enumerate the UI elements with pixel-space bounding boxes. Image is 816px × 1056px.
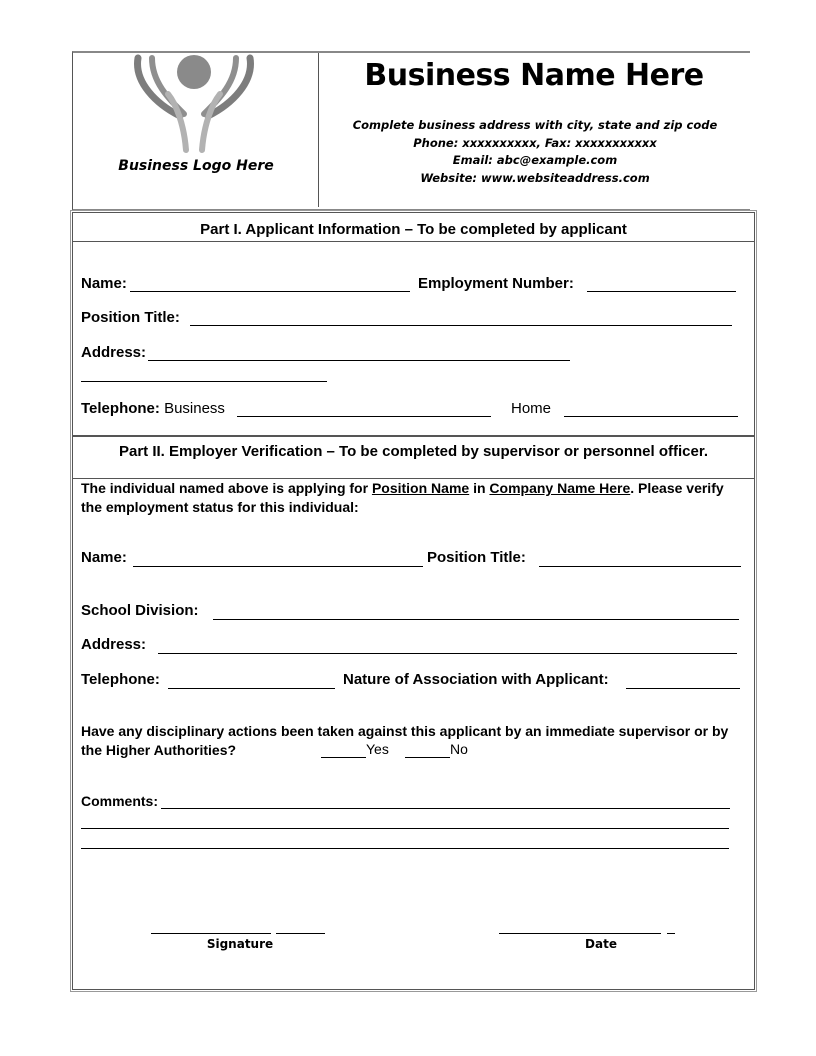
business-phone-label: Business — [164, 400, 225, 417]
date-label: Date — [585, 937, 617, 951]
home-phone-field[interactable] — [564, 416, 738, 417]
comments-field-1[interactable] — [161, 808, 730, 809]
telephone-label: Telephone: — [81, 400, 160, 417]
date-field-a[interactable] — [499, 933, 661, 934]
verifier-position-title-label: Position Title: — [427, 549, 526, 566]
home-phone-label: Home — [511, 400, 552, 417]
comments-field-3[interactable] — [81, 848, 729, 849]
verifier-name-label: Name: — [81, 549, 127, 566]
applicant-address-field-2[interactable] — [81, 381, 327, 382]
yes-label: Yes — [366, 741, 389, 757]
intro-text-2: in — [469, 480, 490, 496]
applicant-name-field[interactable] — [130, 291, 410, 292]
employment-number-field[interactable] — [587, 291, 736, 292]
applicant-address-field-1[interactable] — [148, 360, 570, 361]
employment-number-label: Employment Number: — [418, 275, 574, 292]
verifier-telephone-label: Telephone: — [81, 671, 160, 688]
school-division-label: School Division: — [81, 602, 199, 619]
yes-answer-field[interactable] — [321, 757, 366, 758]
nature-of-association-label: Nature of Association with Applicant: — [343, 671, 609, 688]
intro-text-1: The individual named above is applying for — [81, 480, 372, 496]
person-with-raised-arms-logo-icon — [132, 54, 256, 154]
signature-field-b[interactable] — [276, 933, 325, 934]
part2-top-rule — [73, 435, 754, 437]
part1-heading-rule — [73, 241, 754, 242]
letterhead-divider — [318, 53, 319, 207]
business-email: Email: abc@example.com — [452, 153, 618, 167]
comments-field-2[interactable] — [81, 828, 729, 829]
part1-heading: Part I. Applicant Information – To be completed by applicant — [200, 221, 627, 238]
disciplinary-question: Have any disciplinary actions been taken against this applicant by an immediate supervisor or by the Higher Authorities? — [81, 723, 729, 758]
comments-label: Comments: — [81, 793, 159, 809]
date-field-b[interactable] — [667, 933, 675, 934]
position-title-label: Position Title: — [81, 309, 180, 326]
form-frame — [72, 212, 755, 990]
intro-text-3: . Please verify the employment status for this individual: — [81, 480, 724, 515]
logo-caption: Business Logo Here — [118, 158, 274, 174]
business-name: Business Name Here — [364, 58, 704, 93]
no-answer-field[interactable] — [405, 757, 450, 758]
applicant-address-label: Address: — [81, 344, 147, 361]
part2-heading: Part II. Employer Verification – To be completed by supervisor or personnel officer. — [118, 443, 709, 460]
applicant-name-label: Name: — [81, 275, 127, 292]
business-phone-fax: Phone: xxxxxxxxxx, Fax: xxxxxxxxxxx — [413, 135, 657, 150]
applicant-telephone-label — [81, 400, 225, 417]
business-contact-block — [320, 117, 750, 187]
verifier-telephone-field[interactable] — [168, 688, 335, 689]
business-phone-field[interactable] — [237, 416, 491, 417]
verifier-address-field[interactable] — [158, 653, 737, 654]
nature-of-association-field[interactable] — [626, 688, 740, 689]
position-name-placeholder: Position Name — [371, 480, 470, 496]
position-title-field[interactable] — [190, 325, 732, 326]
business-address: Complete business address with city, state and zip code — [352, 118, 718, 132]
business-website: Website: www.websiteaddress.com — [420, 170, 650, 185]
school-division-field[interactable] — [213, 619, 739, 620]
verifier-name-field[interactable] — [133, 566, 423, 567]
signature-field-a[interactable] — [151, 933, 271, 934]
no-label: No — [450, 741, 468, 757]
signature-label: Signature — [206, 937, 274, 951]
verification-intro — [81, 479, 746, 517]
verifier-address-label: Address: — [81, 636, 147, 653]
verifier-position-title-field[interactable] — [539, 566, 741, 567]
company-name-placeholder: Company Name Here — [489, 480, 631, 496]
